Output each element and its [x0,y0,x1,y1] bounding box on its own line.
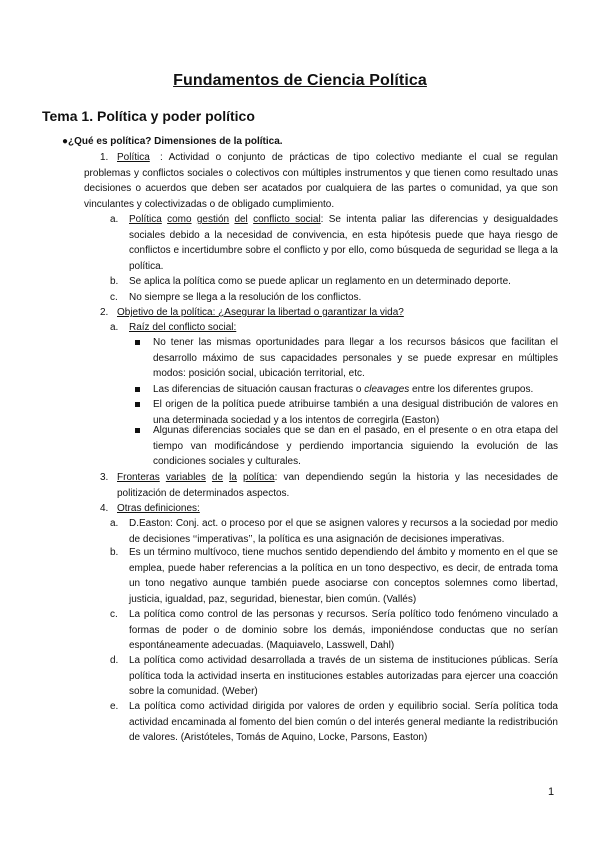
item-3-lead-4: la [229,472,237,483]
bullet-2-square [135,387,140,392]
item-1a-lead-2: como [167,214,192,225]
item-4-marker: 4. [100,503,109,514]
bullet-4-text: Algunas diferencias sociales que se dan en el pasado, en el presente o en otra etapa del tiempo van modificándose y perdiendo importancia siguiendo la evolución de las condiciones sociales y culturales. [153,425,558,468]
item-4b-text: Es un término multívoco, tiene muchos sentido dependiendo del ámbito y momento en el que se emplea, puede haber referencias a la política en un tono despectivo, es decir, de entrada toma un tono negativo aunque también puede asociarse con conceptos solemnes como libertad, justicia, igualdad, paz, seguridad, bienestar, bien común. (Vallés) [129,547,558,605]
item-1c-text: No siempre se llega a la resolución de los conflictos. [129,292,362,303]
item-4e-text: La política como actividad dirigida por valores de orden y equilibrio social. Sería política toda actividad encaminada al fomento del bien común o del interés general mediante la redistribución de valores. (Aristóteles, Tomás de Aquino, Locke, Parsons, Easton) [129,701,558,744]
item-4d-marker: d. [110,655,119,666]
section-heading [62,134,542,150]
bullet-1-square [135,340,140,345]
bullet-2-text-after: entre los diferentes grupos. [409,384,534,395]
item-1a-lead-3: gestión [196,214,230,225]
item-1a-body [129,212,558,274]
item-1b-text: Se aplica la política como se puede aplicar un reglamento en un determinado deporte. [129,276,511,287]
item-4e-marker: e. [110,701,119,712]
item-3-lead-1: Fronteras [117,472,160,483]
item-2-lead: Objetivo de la política: ¿Asegurar la libertad o garantizar la vida? [117,307,404,318]
bullet-3-square [135,402,140,407]
item-1-body: : Actividad o conjunto de prácticas de tipo colectivo mediante el cual se regulan problemas y conflictos sociales o colectivos con múltiples instrumentos y que tienen como resultado unas decisiones o acuerdos que deben ser acatados por cualquiera de las partes o comunidad, ya que son vinculantes y colectivizadas o de obligado cumplimiento. [84,152,558,210]
item-1a-lead-5: conflicto social [253,214,321,225]
item-3-text: : van dependiendo según la historia y las necesidades de politización de determinados aspectos. [117,472,559,499]
item-1a-marker: a. [110,214,119,225]
item-1-lead: Política [117,152,150,163]
item-4-body [117,501,558,517]
item-2a-lead: Raíz del conflicto social: [129,322,237,333]
item-3-marker: 3. [100,472,109,483]
bullet-4-square [135,428,140,433]
item-1-marker: 1. [100,152,109,163]
item-3-lead-5: política [242,472,275,483]
item-4b-marker: b. [110,547,119,558]
bullet-2-body [153,382,558,398]
item-3-lead-3: de [211,472,224,483]
item-2-body [117,305,558,321]
bullet-2-text-before: Las diferencias de situación causan fracturas o [153,384,365,395]
item-1c-marker: c. [110,292,118,303]
item-2-marker: 2. [100,307,109,318]
item-4d-text: La política como actividad desarrollada a través de un sistema de instituciones públicas. Sería política toda la actividad inserta en instituciones estables autorizadas para ejercer una coacción sobre la comunidad. (Weber) [129,655,558,698]
bullet-3-text: El origen de la política puede atribuirse también a una desigual distribución de valores en una determinada sociedad y a los intentos de corregirla (Easton) [153,399,558,426]
item-1a-text: : Se intenta paliar las diferencias y desigualdades sociales debido a la necesidad de convivencia, en esta hipótesis puede que haya riesgo de conflictos e incertidumbre sobre el conflicto y por ello, como búsqueda de seguridad se llega a la política. [129,214,558,272]
item-4c-text: La política como control de las personas y recursos. Sería político todo fenómeno vinculado a formas de poder o de dominio sobre los demás, imponiéndose conductas que no serían espontáneamente adecuadas. (Maquiavelo, Lasswell, Dahl) [129,609,558,652]
item-1a-lead-4: del [234,214,248,225]
item-3-body [117,470,558,501]
heading-bullet: ● [62,136,69,147]
bullet-1-text: No tener las mismas oportunidades para llegar a los recursos básicos que facilitan el desarrollo máximo de sus capacidades personales y se puede expresar en múltiples modos: posición social, ubicación territorial, etc. [153,337,558,380]
item-2a-marker: a. [110,322,119,333]
item-4-lead: Otras definiciones: [117,503,200,514]
item-1a-lead-1: Política [129,214,162,225]
section-title: Tema 1. Política y poder político [42,108,255,124]
heading-text: ¿Qué es política? Dimensiones de la política. [68,136,283,147]
item-4a-marker: a. [110,518,119,529]
item-1b-marker: b. [110,276,119,287]
item-2a-body [129,320,558,336]
page-number: 1 [548,786,555,798]
item-3-lead-2: variables [165,472,206,483]
document-title: Fundamentos de Ciencia Política [173,72,427,89]
item-4a-text: D.Easton: Conj. act. o proceso por el que se asignen valores y recursos a la sociedad por medio de decisiones ‘‘imperativas’’, la política es una asignación de decisiones imperativas. [129,518,558,545]
bullet-2-italic: cleavages [364,384,410,395]
item-4c-marker: c. [110,609,118,620]
